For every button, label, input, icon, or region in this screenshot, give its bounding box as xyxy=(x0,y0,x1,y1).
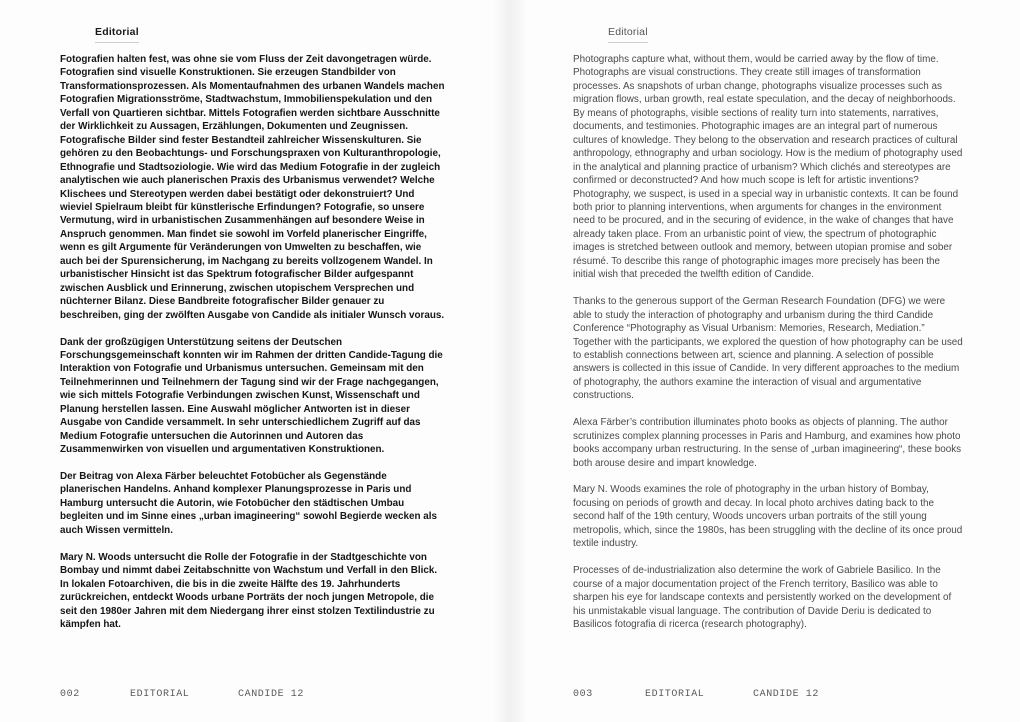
running-head: Editorial xyxy=(608,26,648,43)
footer-section: EDITORIAL xyxy=(645,689,705,700)
right-page-english xyxy=(510,0,1020,722)
paragraph: Mary N. Woods untersucht die Rolle der Fotografie in der Stadtgeschichte von Bombay und nimmt dabei Zeitabschnitte von Wachstum und Verfall in den Blick. In lokalen Fotoarchiven, die bis in die zweite Hälfte des 19. Jahrhunderts zurückreichen, entdeckt Woods urbane Porträts der noch jungen Metropole, die seit den 1980er Jahren mit dem Niedergang ihrer einst stolzen Textilindustrie zu kämpfen hat. xyxy=(60,551,438,630)
editorial-body-german xyxy=(60,53,447,645)
page-number: 002 xyxy=(60,689,80,700)
paragraph: Photographs capture what, without them, would be carried away by the flow of time. Photographs are visual constructions. They create still images of transformation processes. As snapshots of urban change, photographs visualize processes such as migration flows, urban growth, real estate speculation, and the decay of neighborhoods. By means of photographs, visible sections of reality turn into statements, narratives, documents, and testimonies. Photographic images are an integral part of numerous cultures of knowledge. They belong to the observation and research practices of cultural anthropology, ethnography and urban sociology. How is the medium of photography used in the analytical and planning practice of urbanism? Which clichés and stereotypes are confirmed or deconstructed? And how much scope is left for artistic inventions? Photography, we suspect, is used in a special way in urbanistic contexts. It can be found both prior to planning interventions, when arguments for changes in the environment need to be procured, and in the securing of evidence, in the wake of changes that have already taken place. From an urbanistic point of view, the spectrum of photographic images is stretched between outlook and memory, between utopian promise and sober résumé. To describe this range of photographic images more precisely has been the initial wish that preceded the twelfth edition of Candide. xyxy=(573,54,963,281)
paragraph: Fotografien halten fest, was ohne sie vom Fluss der Zeit davongetragen würde. Fotografien sind visuelle Konstruktionen. Sie erzeugen Standbilder von Transformationsprozessen. Als Momentaufnahmen des urbanen Wandels machen Fotografien Migrationsströme, Stadtwachstum, Immobilienspekulation und den Verfall von Quartieren sichtbar. Mittels Fotografien werden sichtbare Ausschnitte der Wirklichkeit zu Aussagen, Erzählungen, Dokumenten und Zeugnissen. Fotografische Bilder sind fester Bestandteil zahlreicher Wissenskulturen. Sie gehören zu den Beobachtungs- und Forschungspraxen von Kulturanthropologie, Ethnografie und Stadtsoziologie. Wie wird das Medium Fotografie in der zugleich analytischen wie auch planerischen Praxis des Urbanismus verwendet? Welche Klischees und Stereotypen werden dabei bestätigt oder dekonstruiert? Und wieviel Spielraum bleibt für künstlerische Erfindungen? Fotografie, so unsere Vermutung, wird in urbanistischen Zusammenhängen auf besondere Weise in Anspruch genommen. Man findet sie sowohl im Vorfeld planerischer Eingriffe, wenn es gilt Argumente für Veränderungen von Umwelten zu beschaffen, wie auch bei der Spurensicherung, im Nachgang zu bereits vollzogenem Wandel. In urbanistischer Hinsicht ist das Spektrum fotografischer Bilder aufgespannt zwischen Ausblick und Erinnerung, zwischen utopischem Versprechen und nüchterner Bilanz. Diese Bandbreite fotografischer Bilder genauer zu beschreiben, ging der zwölften Ausgabe von Candide als initialer Wunsch voraus. xyxy=(60,54,445,321)
footer-section: EDITORIAL xyxy=(130,689,190,700)
paragraph: Dank der großzügigen Unterstützung seitens der Deutschen Forschungsgemeinschaft konnten wir im Rahmen der dritten Candide-Tagung die Interaktion von Fotografie und Urbanismus untersuchen. Gemeinsam mit den Teilnehmerinnen und Teilnehmern der Tagung sind wir der Frage nachgegangen, wie sich mittels Fotografie Verbindungen zwischen Kunst, Wissenschaft und Planung herstellen lassen. Eine Auswahl möglicher Antworten ist in dieser Ausgabe von Candide versammelt. In sehr unterschiedlichem Zugriff auf das Medium Fotografie untersuchen die Autorinnen und Autoren das Zusammenwirken von visuellen und argumentativen Konstruktionen. xyxy=(60,336,443,456)
paragraph: Der Beitrag von Alexa Färber beleuchtet Fotobücher als Gegenstände planerischen Handelns. Anhand komplexer Planungsprozesse in Paris und Hamburg untersucht die Autorin, wie Fotobücher den städtischen Umbau begleiten und im Sinne eines „urban imagineering“ sowohl Begierde wecken als auch Wissen vermitteln. xyxy=(60,471,437,536)
footer-issue: CANDIDE 12 xyxy=(238,689,305,700)
paragraph: Processes of de-industrialization also determine the work of Gabriele Basilico. In the course of a major documentation project of the French territory, Basilico was able to sharpen his eye for landscape contexts and persistently worked on the development of his unmistakable visual language. The contribution of Davide Deriu is dedicated to Basilicos fotografia di ricerca (research photography). xyxy=(573,565,952,630)
editorial-body-english xyxy=(573,53,964,645)
paragraph: Alexa Färber’s contribution illuminates photo books as objects of planning. The author scrutinizes complex planning processes in Paris and Hamburg, and examines how photo books accompany urban restructuring. In the sense of „urban imagineering“, these books both arouse desire and impart knowledge. xyxy=(573,417,962,469)
paragraph: Mary N. Woods examines the role of photography in the urban history of Bombay, focusing on periods of growth and decay. In local photo archives dating back to the second half of the 19th century, Woods uncovers urban portraits of the still young metropolis, which, since the 1980s, has been struggling with the decline of its once proud textile industry. xyxy=(573,484,963,550)
footer-issue: CANDIDE 12 xyxy=(753,689,820,700)
running-head: Editorial xyxy=(95,26,139,43)
page-number: 003 xyxy=(573,689,593,700)
paragraph: Thanks to the generous support of the German Research Foundation (DFG) we were able to study the interaction of photography and urbanism during the third Candide Conference “Photography as Visual Urbanism: Memories, Research, Mediation.” Together with the participants, we explored the question of how photography can be used to establish connections between art, science and planning. A selection of possible answers is collected in this issue of Candide. In very different approaches to the medium of photography, the authors examine the interaction of visual and argumentative constructions. xyxy=(573,296,963,402)
